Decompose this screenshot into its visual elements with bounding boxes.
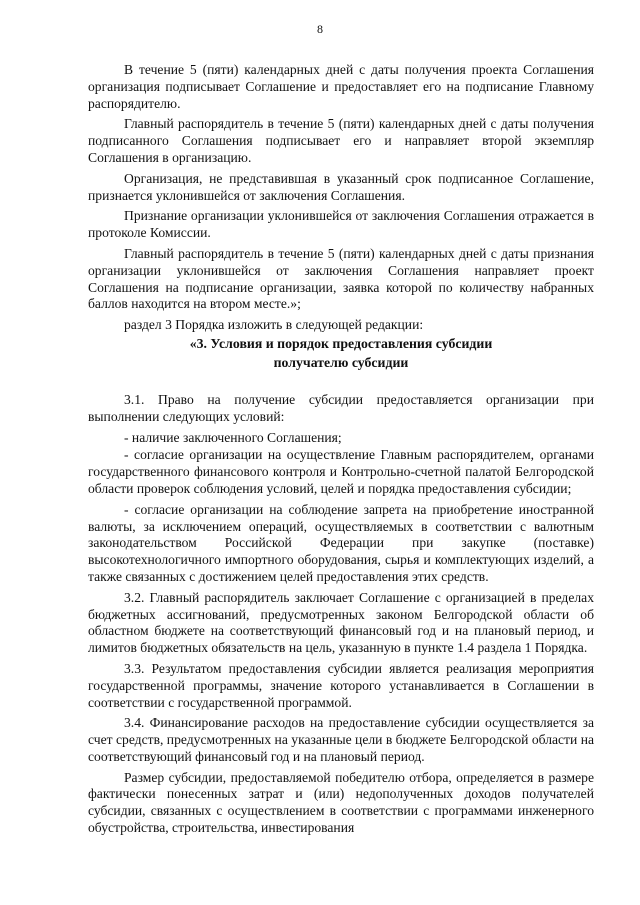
list-item: - согласие организации на соблюдение запрета на приобретение иностранной валюты, за исключением операций, осуществляемых в соответствии с валютным законодательством Российской Федерации при закупке (поставке) высокотехнологичного импортного оборудования, сырья и комплектующих изделий, а также связанных с достижением целей предоставления этих средств. bbox=[88, 501, 594, 584]
document-body bbox=[88, 62, 594, 841]
paragraph: Главный распорядитель в течение 5 (пяти) календарных дней с даты получения подписанного Соглашения подписывает его и направляет второй экземпляр Соглашения в организацию. bbox=[88, 116, 594, 165]
list-item: - наличие заключенного Соглашения; bbox=[124, 429, 342, 445]
section-heading-line-2: получателю субсидии bbox=[273, 354, 409, 370]
page-number: 8 bbox=[317, 22, 323, 36]
section-heading-line-1: «3. Условия и порядок предоставления субсидии bbox=[189, 335, 493, 351]
paragraph: 3.4. Финансирование расходов на предоставление субсидии осуществляется за счет средств, предусмотренных на указанные цели в бюджете Белгородской области на соответствующий финансовый год и на плановый период. bbox=[88, 715, 594, 764]
paragraph: раздел 3 Порядка изложить в следующей редакции: bbox=[124, 317, 424, 333]
paragraph: Главный распорядитель в течение 5 (пяти) календарных дней с даты признания организации уклонившейся от заключения Соглашения направляет проект Соглашения на подписание организации, заявка которой по количеству набранных баллов находится на втором месте.»; bbox=[88, 245, 594, 312]
paragraph: Организация, не представившая в указанный срок подписанное Соглашение, признается уклонившейся от заключения Соглашения. bbox=[88, 170, 594, 203]
paragraph: 3.3. Результатом предоставления субсидии является реализация мероприятия государственной программы, значение которого устанавливается в Соглашении в соответствии с государственной программой. bbox=[88, 660, 594, 710]
paragraph: В течение 5 (пяти) календарных дней с даты получения проекта Соглашения организация подписывает Соглашение и предоставляет его на подписание Главному распорядителю. bbox=[88, 62, 594, 111]
paragraph: 3.2. Главный распорядитель заключает Соглашение с организацией в пределах бюджетных ассигнований, предусмотренных законом Белгородской области об областном бюджете на соответствующий финансовый год и на плановый период, и лимитов бюджетных обязательств на цель, указанную в пункте 1.4 раздела 1 Порядка. bbox=[88, 589, 594, 656]
paragraph: Признание организации уклонившейся от заключения Соглашения отражается в протоколе Комиссии. bbox=[88, 208, 594, 241]
list-item: - согласие организации на осуществление Главным распорядителем, органами государственного финансового контроля и Контрольно-счетной палатой Белгородской области проверок соблюдения условий, целей и порядка предоставления субсидии; bbox=[88, 447, 594, 496]
paragraph: 3.1. Право на получение субсидии предоставляется организации при выполнении следующих условий: bbox=[88, 391, 594, 424]
paragraph: Размер субсидии, предоставляемой победителю отбора, определяется в размере фактически понесенных затрат и (или) недополученных доходов получателей субсидии, связанных с осуществлением в соответствии с программами инженерного обустройства, строительства, инвестирования bbox=[88, 769, 594, 836]
